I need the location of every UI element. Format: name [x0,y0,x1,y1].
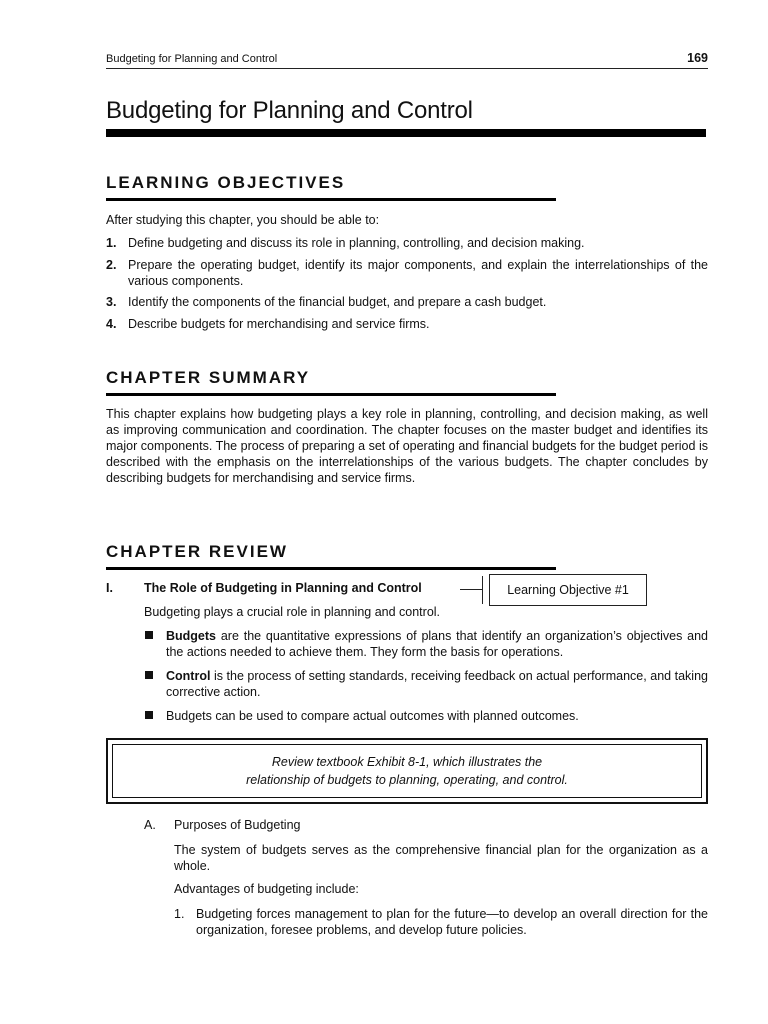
objective-text: Identify the components of the financial budget, and prepare a cash budget. [128,295,547,309]
objective-item [106,235,708,257]
subsection-title-text: Purposes of Budgeting [174,818,301,832]
objective-text: Describe budgets for merchandising and service firms. [128,317,430,331]
role-intro-text: Budgeting plays a crucial role in planning and control. [144,605,441,619]
section-number: I. [106,581,113,595]
objective-number: 3. [106,295,117,309]
subsection-title [144,818,300,832]
bullet-item [144,708,708,728]
bullet-list [144,628,708,728]
section-title: The Role of Budgeting in Planning and Control [144,581,422,595]
chapter-title: Budgeting for Planning and Control [106,97,473,124]
bullet-term: Control [166,669,211,683]
running-head-title: Budgeting for Planning and Control [106,53,278,65]
objective-item [106,257,708,294]
bullet-item [144,668,708,708]
page-number: 169 [687,51,708,65]
title-rule [106,129,706,137]
square-bullet-icon [144,668,166,708]
exhibit-note-line: relationship of budgets to planning, operating, and control. [246,773,568,787]
running-head [106,50,708,69]
chapter-summary-text: This chapter explains how budgeting plays a key role in planning, controlling, and decision making, as well as improving communication and coordination. The chapter focuses on the master budget and identifies its major components. The process of preparing a set of operating and financial budgets for the budget period is described with the emphasis on the interrelationships of the various budgets. The chapter concludes by describing budgets for merchandising and service firms. [106,407,708,485]
numbered-item [174,906,708,938]
learning-objective-box: Learning Objective #1 [489,574,647,606]
bullet-text [166,668,708,708]
subsection-paragraph: Advantages of budgeting include: [174,882,359,896]
chapter-review-heading: CHAPTER REVIEW [106,542,556,570]
objective-connector-tick [482,576,483,604]
square-bullet-icon [144,708,166,728]
exhibit-note-inner [112,744,702,798]
objective-connector-line [460,589,482,590]
bullet-text [166,628,708,668]
bullet-body: are the quantitative expressions of plans that identify an organization’s objectives and the actions needed to achieve them. They form the basis for operations. [166,629,708,659]
objective-text: Define budgeting and discuss its role in planning, controlling, and decision making. [128,236,585,250]
item-text: Budgeting forces management to plan for the future—to develop an overall direction for the organization, foresee problems, and develop future policies. [196,907,708,937]
objective-item [106,316,708,338]
objective-number: 1. [106,236,117,250]
review-section-title [106,581,422,595]
chapter-summary-heading: CHAPTER SUMMARY [106,368,556,396]
bullet-body: is the process of setting standards, receiving feedback on actual performance, and taking corrective action. [166,669,708,699]
subsection-paragraph: The system of budgets serves as the comprehensive financial plan for the organization as a whole. [174,843,708,873]
exhibit-note-box [106,738,708,804]
objectives-list [106,235,708,338]
bullet-item [144,628,708,668]
bullet-text: Budgets can be used to compare actual outcomes with planned outcomes. [166,709,579,723]
objective-number: 4. [106,317,117,331]
square-bullet-icon [144,628,166,668]
objective-number: 2. [106,258,117,272]
objectives-intro: After studying this chapter, you should be able to: [106,213,380,227]
item-number: 1. [174,907,185,921]
subsection-letter: A. [144,818,156,832]
objective-text: Prepare the operating budget, identify its major components, and explain the interrelationships of the various components. [128,258,708,288]
bullet-term: Budgets [166,629,216,643]
objective-item [106,294,708,316]
learning-objectives-heading: LEARNING OBJECTIVES [106,173,556,201]
exhibit-note-line: Review textbook Exhibit 8-1, which illustrates the [271,755,543,769]
